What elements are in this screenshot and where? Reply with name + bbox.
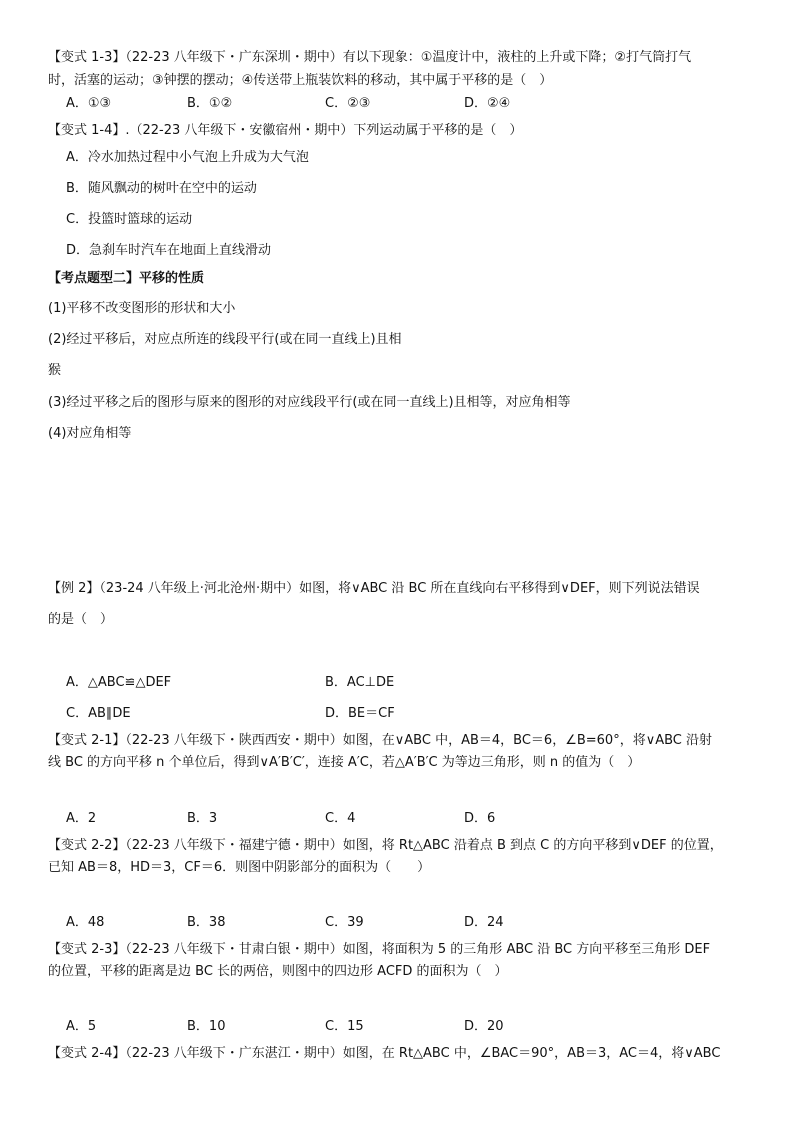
q1-4-option-d: D．急刹车时汽车在地面上直线滑动 (66, 243, 272, 258)
q2-1-option-a: A．2 (66, 811, 97, 826)
q2-3-option-b: B．10 (187, 1019, 226, 1034)
example-2-line1: 【例 2】（23-24 八年级上·河北沧州·期中）如图，将∨ABC 沿 BC 所在直线向右平移得到∨DEF，则下列说法错误 (48, 581, 700, 596)
example-2-option-b: B．AC⊥DE (325, 675, 395, 690)
q2-3-option-d: D．20 (464, 1019, 504, 1034)
q2-1-line2: 线 BC 的方向平移 n 个单位后，得到∨A′B′C′，连接 A′C，若△A′B′C 为等边三角形，则 n 的值为（ ） (48, 755, 641, 770)
property-2: (2)经过平移后，对应点所连的线段平行(或在同一直线上)且相 (48, 332, 402, 347)
q1-3-option-d: D．②④ (464, 96, 511, 111)
q2-4-line1: 【变式 2-4】（22-23 八年级下・广东湛江・期中）如图，在 Rt△ABC 中，∠BAC＝90°，AB＝3，AC＝4，将∨ABC (48, 1046, 721, 1061)
q2-1-option-d: D．6 (464, 811, 496, 826)
q1-4-title: 【变式 1-4】.（22-23 八年级下・安徽宿州・期中）下列运动属于平移的是（ ） (48, 123, 523, 138)
example-2-option-c: C．AB∥DE (66, 706, 131, 721)
property-3: (3)经过平移之后的图形与原来的图形的对应线段平行(或在同一直线上)且相等，对应角相等 (48, 395, 571, 410)
q1-3-line1: 【变式 1-3】（22-23 八年级下・广东深圳・期中）有以下现象：①温度计中，液柱的上升或下降；②打气筒打气 (48, 50, 692, 65)
property-4: (4)对应角相等 (48, 426, 132, 441)
q2-1-option-b: B．3 (187, 811, 218, 826)
q2-2-line1: 【变式 2-2】（22-23 八年级下・福建宁德・期中）如图，将 Rt△ABC 沿着点 B 到点 C 的方向平移到∨DEF 的位置， (48, 838, 723, 853)
q2-2-line2: 已知 AB＝8，HD＝3，CF＝6．则图中阴影部分的面积为（ ） (48, 860, 431, 875)
q2-2-option-d: D．24 (464, 915, 504, 930)
q2-2-option-b: B．38 (187, 915, 226, 930)
property-2-cont: 猴 (48, 363, 62, 378)
q2-2-option-c: C．39 (325, 915, 364, 930)
example-2-line2: 的是（ ） (48, 612, 114, 627)
q2-3-line2: 的位置，平移的距离是边 BC 长的两倍，则图中的四边形 ACFD 的面积为（ ） (48, 964, 508, 979)
q1-3-option-a: A．①③ (66, 96, 112, 111)
q2-3-option-a: A．5 (66, 1019, 97, 1034)
q2-3-line1: 【变式 2-3】（22-23 八年级下・甘肃白银・期中）如图，将面积为 5 的三角形 ABC 沿 BC 方向平移至三角形 DEF (48, 942, 711, 957)
q2-1-line1: 【变式 2-1】（22-23 八年级下・陕西西安・期中）如图，在∨ABC 中，AB＝4，BC＝6，∠B=60°，将∨ABC 沿射 (48, 733, 713, 748)
section-heading: 【考点题型二】平移的性质 (48, 271, 205, 286)
q2-2-option-a: A．48 (66, 915, 105, 930)
example-2-option-d: D．BE＝CF (325, 706, 395, 721)
q1-3-line2: 时，活塞的运动；③钟摆的摆动；④传送带上瓶装饮料的移动，其中属于平移的是（ ） (48, 73, 553, 88)
q2-1-option-c: C．4 (325, 811, 356, 826)
property-1: (1)平移不改变图形的形状和大小 (48, 301, 236, 316)
example-2-option-a: A．△ABC≌△DEF (66, 675, 172, 690)
q1-3-option-b: B．①② (187, 96, 233, 111)
q1-4-option-b: B．随风飘动的树叶在空中的运动 (66, 181, 257, 196)
q1-4-option-c: C．投篮时篮球的运动 (66, 212, 193, 227)
q1-3-option-c: C．②③ (325, 96, 371, 111)
q1-4-option-a: A．冷水加热过程中小气泡上升成为大气泡 (66, 150, 309, 165)
q2-3-option-c: C．15 (325, 1019, 364, 1034)
